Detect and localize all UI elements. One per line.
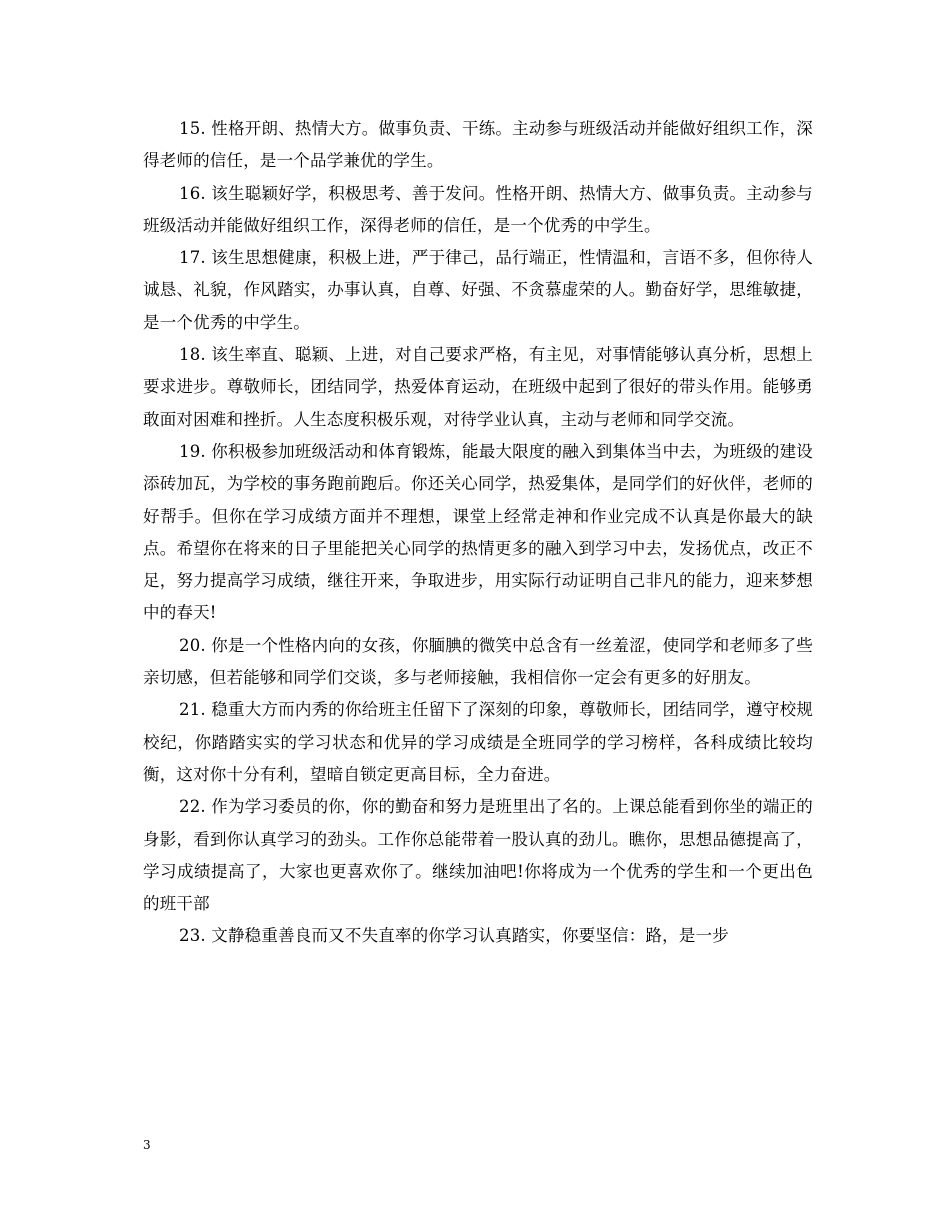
paragraph-16: 16. 该生聪颖好学，积极思考、善于发问。性格开朗、热情大方、做事负责。主动参与班级活动并能做好组织工作，深得老师的信任，是一个优秀的中学生。 (143, 183, 813, 235)
paragraph-21: 21. 稳重大方而内秀的你给班主任留下了深刻的印象，尊敬师长，团结同学，遵守校规校纪，你踏踏实实的学习状态和优异的学习成绩是全班同学的学习榜样，各科成绩比较均衡，这对你十分有利，望暗自锁定更高目标，全力奋进。 (143, 700, 813, 784)
paragraph-17: 17. 该生思想健康，积极上进，严于律己，品行端正，性情温和，言语不多，但你待人诚恳、礼貌，作风踏实，办事认真，自尊、好强、不贪慕虚荣的人。勤奋好学，思维敏捷，是一个优秀的中学生。 (143, 248, 813, 332)
paragraph-19: 19. 你积极参加班级活动和体育锻炼，能最大限度的融入到集体当中去，为班级的建设添砖加瓦，为学校的事务跑前跑后。你还关心同学，热爱集体，是同学们的好伙伴，老师的好帮手。但你在学习成绩方面并不理想，课堂上经常走神和作业完成不认真是你最大的缺点。希望你在将来的日子里能把关心同学的热情更多的融入到学习中去，发扬优点，改正不足，努力提高学习成绩，继往开来，争取进步，用实际行动证明自己非凡的能力，迎来梦想中的春天! (143, 441, 813, 623)
document-body (143, 113, 813, 953)
paragraph-22: 22. 作为学习委员的你，你的勤奋和努力是班里出了名的。上课总能看到你坐的端正的身影，看到你认真学习的劲头。工作你总能带着一股认真的劲儿。瞧你，思想品德提高了，学习成绩提高了，大家也更喜欢你了。继续加油吧!你将成为一个优秀的学生和一个更出色的班干部 (143, 797, 813, 914)
paragraph-18: 18. 该生率直、聪颖、上进，对自己要求严格，有主见，对事情能够认真分析，思想上要求进步。尊敬师长，团结同学，热爱体育运动，在班级中起到了很好的带头作用。能够勇敢面对困难和挫折。人生态度积极乐观，对待学业认真，主动与老师和同学交流。 (143, 345, 813, 429)
paragraph-20: 20. 你是一个性格内向的女孩，你腼腆的微笑中总含有一丝羞涩，使同学和老师多了些亲切感，但若能够和同学们交谈，多与老师接触，我相信你一定会有更多的好朋友。 (143, 635, 813, 688)
paragraph-15: 15. 性格开朗、热情大方。做事负责、干练。主动参与班级活动并能做好组织工作，深得老师的信任，是一个品学兼优的学生。 (143, 119, 813, 171)
paragraph-23: 23. 文静稳重善良而又不失直率的你学习认真踏实，你要坚信：路，是一步 (179, 926, 729, 946)
page-number: 3 (143, 1138, 151, 1152)
